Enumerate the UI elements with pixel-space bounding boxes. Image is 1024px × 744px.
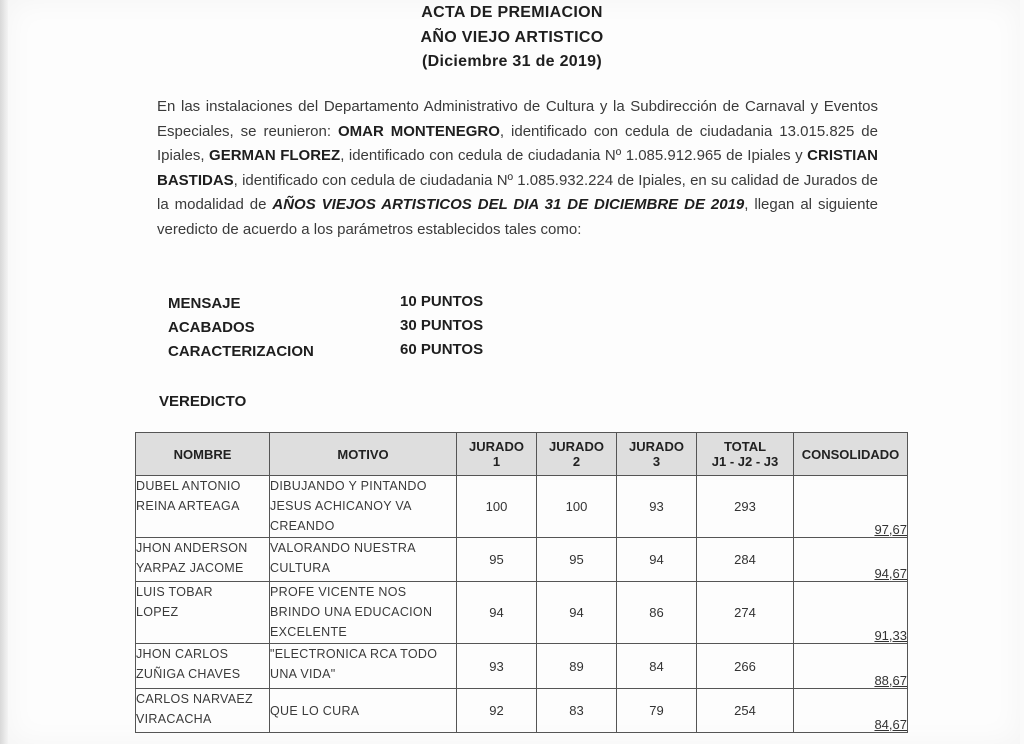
header-nombre: NOMBRE [136, 433, 270, 476]
cell-total: 254 [697, 689, 794, 733]
cell-jurado-1: 94 [457, 582, 537, 644]
document-date: (Diciembre 31 de 2019) [421, 53, 603, 70]
cell-jurado-2: 95 [537, 538, 617, 582]
cell-jurado-3: 93 [617, 476, 697, 538]
cell-consolidado [794, 476, 908, 538]
cell-nombre [136, 538, 270, 582]
cell-jurado-3: 79 [617, 689, 697, 733]
cell-jurado-3: 84 [617, 644, 697, 689]
criterion-points: 30 PUNTOS [400, 317, 484, 334]
consolidado-value: 94,67 [874, 566, 907, 581]
header-label: JURADO [549, 439, 604, 454]
consolidado-value: 91,33 [874, 628, 907, 643]
document-title: ACTA DE PREMIACION [421, 4, 603, 21]
cell-jurado-1: 100 [457, 476, 537, 538]
header-label: 2 [572, 454, 581, 469]
name-line: LOPEZ [136, 605, 179, 619]
juror-name: OMAR MONTENEGRO [337, 122, 500, 140]
cell-jurado-1: 95 [457, 538, 537, 582]
motivo-line: QUE LO CURA [270, 703, 360, 718]
intro-paragraph [157, 95, 878, 242]
cell-jurado-3: 94 [617, 538, 697, 582]
cell-motivo [270, 582, 457, 644]
header-jurado-2 [537, 433, 617, 476]
consolidado-value: 88,67 [874, 673, 907, 688]
motivo-line: "ELECTRONICA RCA TODO [270, 647, 438, 661]
criterion-points: 10 PUNTOS [400, 293, 484, 310]
paragraph-text: , identificado con cedula de ciudadania Nº 1.085.912.965 de Ipiales y [340, 147, 808, 164]
consolidado-value: 97,67 [874, 522, 907, 537]
table-header-row [136, 433, 908, 476]
header-consolidado: CONSOLIDADO [794, 433, 908, 476]
header-label: JURADO [629, 439, 684, 454]
header-total [697, 433, 794, 476]
criterion-points: 60 PUNTOS [400, 341, 484, 358]
criterion-name: MENSAJE [168, 295, 241, 312]
cell-total: 284 [697, 538, 794, 582]
consolidado-value: 84,67 [874, 717, 907, 732]
modality-name: AÑOS VIEJOS ARTISTICOS DEL DIA 31 DE DICIEMBRE DE 2019 [272, 196, 745, 213]
cell-total: 274 [697, 582, 794, 644]
motivo-line: JESUS ACHICANOY VA [270, 499, 412, 513]
cell-nombre [136, 689, 270, 733]
header-motivo: MOTIVO [270, 433, 457, 476]
cell-motivo [270, 689, 457, 733]
cell-jurado-1: 93 [457, 644, 537, 689]
name-line: JHON ANDERSON [136, 541, 248, 555]
paragraph-text: , llegan al siguiente veredicto de acuerdo a los parámetros establecidos tales como: [157, 196, 878, 238]
name-line: REINA ARTEAGA [136, 499, 240, 513]
cell-total: 293 [697, 476, 794, 538]
verdict-heading: VEREDICTO [159, 393, 247, 410]
header-label: J1 - J2 - J3 [711, 454, 779, 469]
table-row [136, 644, 908, 689]
paragraph-text: , identificado con cedula de ciudadania Nº 1.085.932.224 de Ipiales, en su calidad de Jurados de la modalidad de [157, 171, 878, 213]
page-edge-shadow [0, 0, 8, 744]
paragraph-text: En las instalaciones del Departamento Administrativo de Cultura y la Subdirección de Carnaval y Eventos Especiales, se reunieron: [157, 98, 878, 140]
name-line: LUIS TOBAR [136, 585, 213, 599]
cell-total: 266 [697, 644, 794, 689]
table-row [136, 689, 908, 733]
header-label: 1 [492, 454, 501, 469]
name-line: ZUÑIGA CHAVES [136, 667, 241, 681]
cell-motivo [270, 644, 457, 689]
table-row [136, 582, 908, 644]
header-label: TOTAL [723, 439, 767, 454]
criterion-name: CARACTERIZACION [168, 343, 314, 360]
header-jurado-1 [457, 433, 537, 476]
juror-name: GERMAN FLOREZ [209, 147, 341, 164]
name-line: DUBEL ANTONIO [136, 479, 241, 493]
paragraph-text: , identificado con cedula de ciudadania 13.015.825 de Ipiales, [157, 122, 878, 164]
cell-jurado-3: 86 [617, 582, 697, 644]
cell-jurado-2: 100 [537, 476, 617, 538]
cell-jurado-2: 89 [537, 644, 617, 689]
motivo-line: UNA VIDA" [270, 667, 336, 681]
cell-jurado-2: 94 [537, 582, 617, 644]
name-line: CARLOS NARVAEZ [136, 692, 253, 706]
name-line: JHON CARLOS [136, 647, 229, 661]
cell-consolidado [794, 689, 908, 733]
motivo-line: CULTURA [270, 561, 331, 575]
name-line: YARPAZ JACOME [136, 561, 244, 575]
cell-nombre [136, 644, 270, 689]
juror-name: CRISTIAN BASTIDAS [157, 147, 879, 189]
header-label: 3 [652, 454, 661, 469]
cell-jurado-1: 92 [457, 689, 537, 733]
cell-consolidado [794, 582, 908, 644]
table-row [136, 538, 908, 582]
name-line: VIRACACHA [136, 712, 212, 726]
motivo-line: CREANDO [270, 519, 335, 533]
motivo-line: DIBUJANDO Y PINTANDO [270, 479, 427, 493]
document-subtitle: AÑO VIEJO ARTISTICO [420, 29, 604, 46]
motivo-line: PROFE VICENTE NOS [270, 585, 407, 599]
motivo-line: EXCELENTE [270, 625, 348, 639]
cell-consolidado [794, 538, 908, 582]
header-label: JURADO [469, 439, 524, 454]
cell-motivo [270, 538, 457, 582]
motivo-line: BRINDO UNA EDUCACION [270, 605, 433, 619]
table-row [136, 476, 908, 538]
cell-nombre [136, 476, 270, 538]
header-jurado-3 [617, 433, 697, 476]
cell-jurado-2: 83 [537, 689, 617, 733]
cell-nombre [136, 582, 270, 644]
criterion-name: ACABADOS [168, 319, 255, 336]
results-table [135, 432, 908, 733]
cell-consolidado [794, 644, 908, 689]
cell-motivo [270, 476, 457, 538]
motivo-line: VALORANDO NUESTRA [270, 541, 416, 555]
